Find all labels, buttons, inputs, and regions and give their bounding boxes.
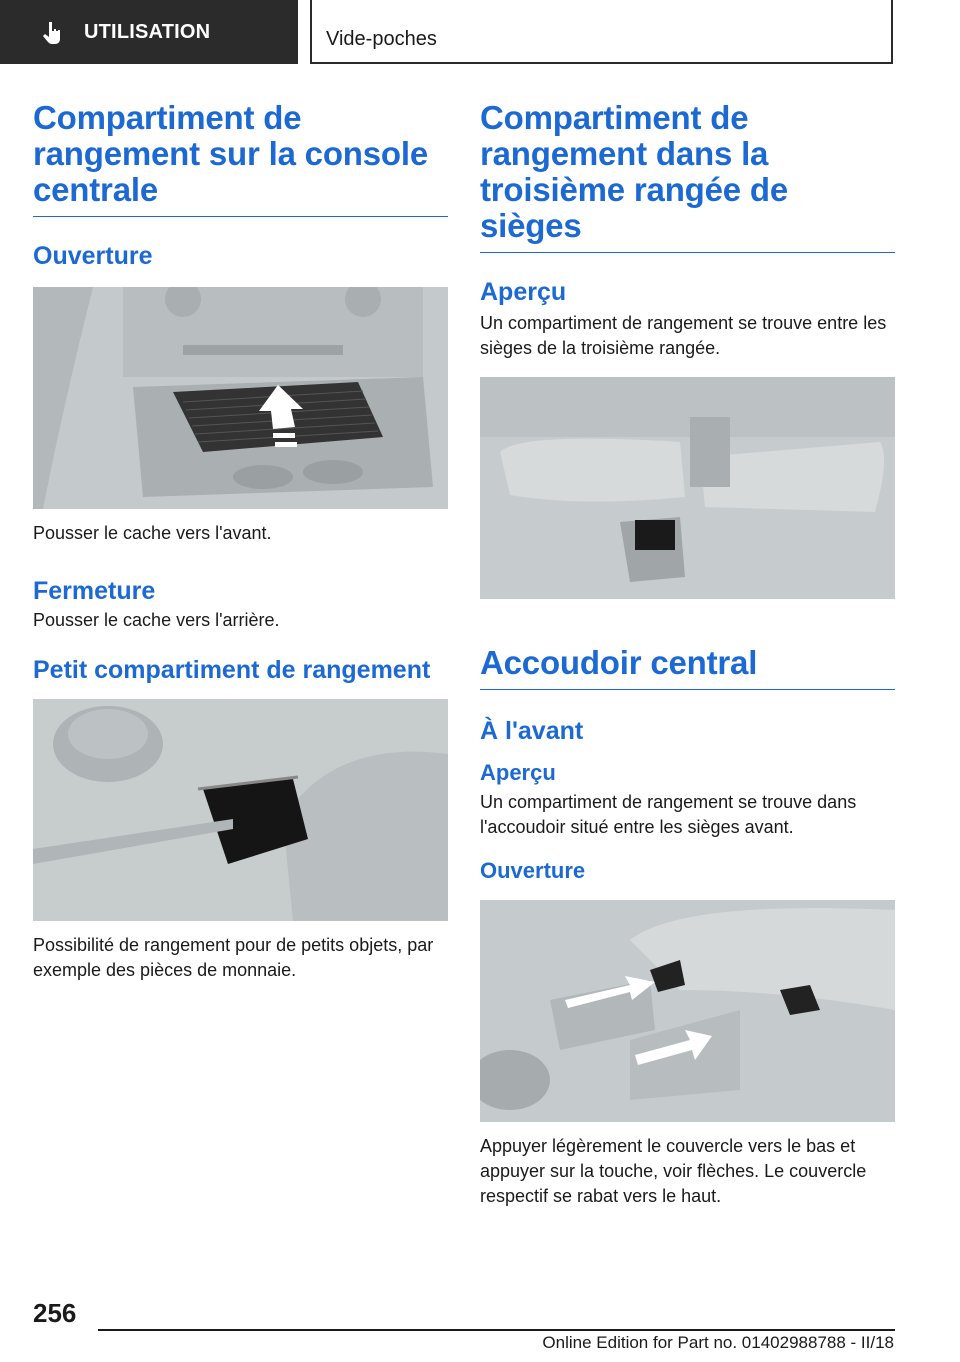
section-title-armrest: Accoudoir central (480, 645, 895, 690)
figure-console-cover (33, 287, 448, 509)
caption-small-compartment: Possibilité de rangement pour de petits objets, par exemple des pièces de monnaie. (33, 935, 434, 980)
caption-front-opening: Appuyer légèrement le couvercle vers le bas et appuyer sur la touche, voir flèches. Le couvercle respectif se rabat vers le haut. (480, 1136, 867, 1206)
figure-third-row (480, 377, 895, 599)
heading-opening: Ouverture (33, 242, 153, 270)
section-title-third-row: Compartiment de rangement dans la troisième rangée de sièges (480, 100, 895, 253)
left-column (33, 100, 448, 983)
touch-hand-icon (40, 19, 66, 45)
heading-overview-third-row: Aperçu (480, 278, 567, 306)
heading-front: À l'avant (480, 717, 584, 745)
header-section-tab (0, 0, 298, 64)
heading-front-opening: Ouverture (480, 858, 586, 883)
text-closing: Pousser le cache vers l'arrière. (33, 610, 280, 630)
text-front-overview: Un compartiment de rangement se trouve dans l'accoudoir situé entre les sièges avant. (480, 792, 857, 837)
caption-opening: Pousser le cache vers l'avant. (33, 523, 272, 543)
footer-edition: Online Edition for Part no. 01402988788 - II/18 (542, 1333, 894, 1352)
footer-divider (98, 1329, 895, 1331)
section-title-console: Compartiment de rangement sur la console centrale (33, 100, 448, 217)
figure-armrest-opening (480, 900, 895, 1122)
header-section-label: UTILISATION (84, 20, 211, 43)
heading-front-overview: Aperçu (480, 760, 556, 785)
heading-small-compartment: Petit compartiment de rangement (33, 656, 431, 684)
heading-closing: Fermeture (33, 577, 156, 605)
right-column (480, 100, 895, 1209)
header-topic-label: Vide-poches (326, 28, 437, 50)
figure-small-compartment (33, 699, 448, 921)
header-topic-box (310, 0, 893, 64)
page-number: 256 (33, 1298, 77, 1328)
text-overview-third-row: Un compartiment de rangement se trouve entre les sièges de la troisième rangée. (480, 313, 887, 358)
